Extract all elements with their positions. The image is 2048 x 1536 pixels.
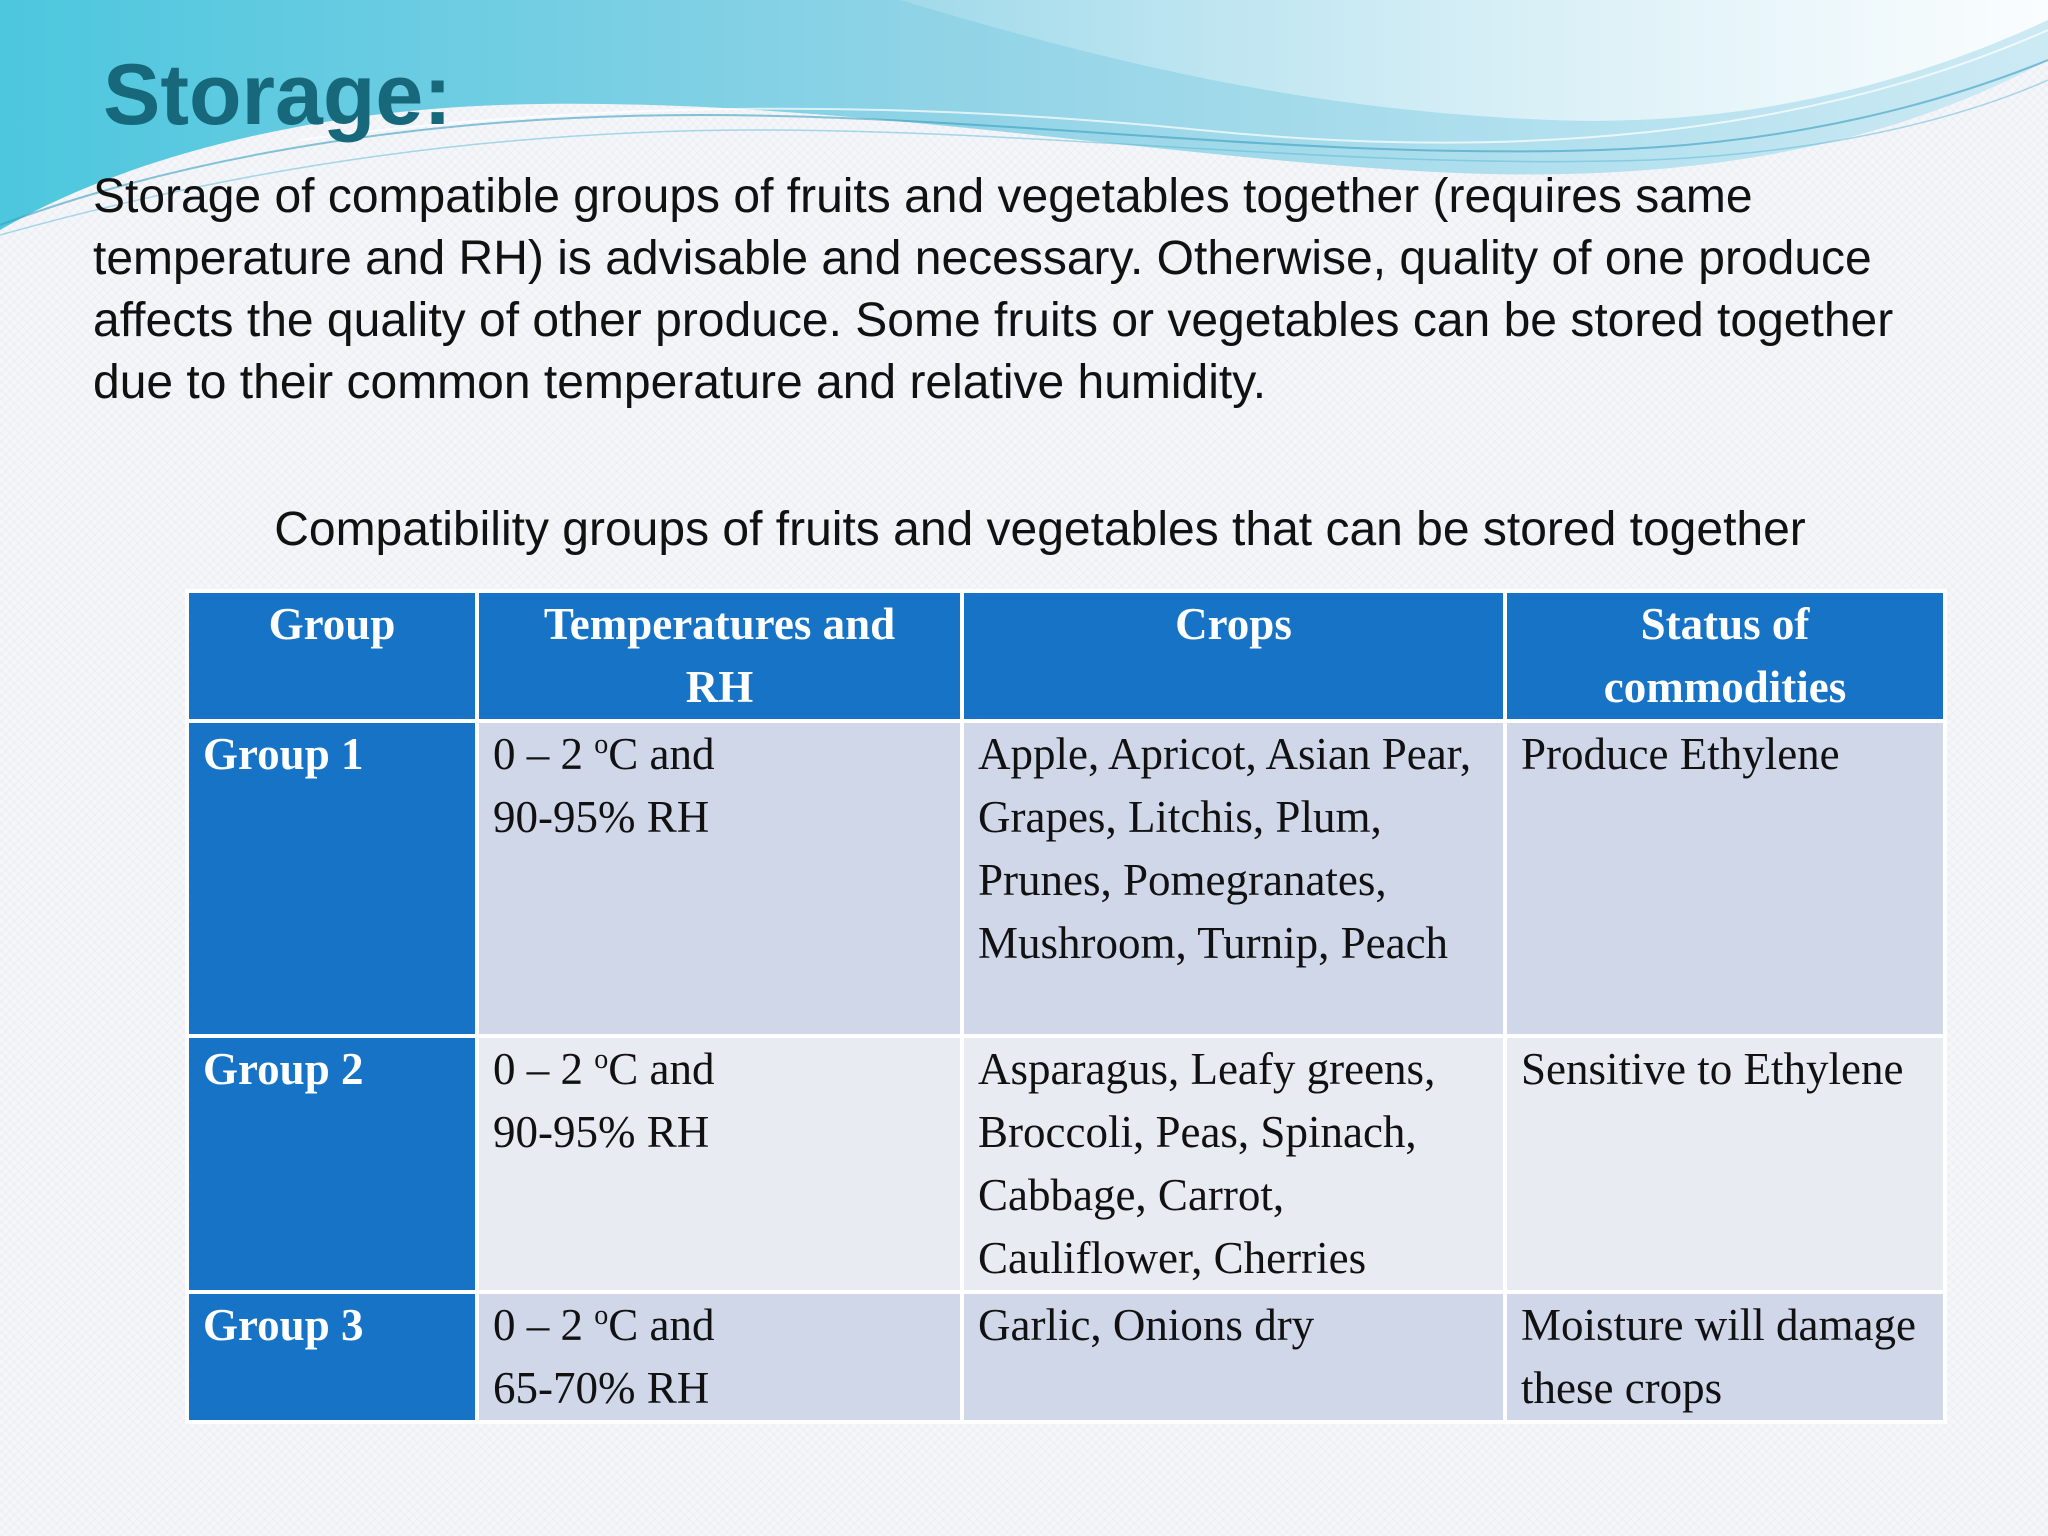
- compatibility-table: [185, 589, 1947, 1424]
- rh-value: 90-95% RH: [493, 792, 710, 842]
- temperature-cell: [477, 1292, 962, 1422]
- table-caption: Compatibility groups of fruits and vegetables that can be stored together: [274, 503, 1806, 556]
- header-group: Group: [187, 591, 477, 721]
- table-header-row: [187, 591, 1945, 721]
- header-temperature-line2: RH: [685, 662, 754, 712]
- table-row: [187, 1292, 1945, 1422]
- header-status-line2: commodities: [1603, 662, 1847, 712]
- temperature-cell: [477, 721, 962, 1036]
- crops-cell: Apple, Apricot, Asian Pear, Grapes, Litchis, Plum, Prunes, Pomegranates, Mushroom, Turnip, Peach: [962, 721, 1505, 1036]
- header-temperature-line1: Temperatures and: [543, 599, 896, 649]
- temperature-cell: [477, 1036, 962, 1292]
- header-temperature: [477, 591, 962, 721]
- temperature-value: 0 – 2 $^o$C and: [493, 1044, 715, 1094]
- crops-cell: Asparagus, Leafy greens, Broccoli, Peas, Spinach, Cabbage, Carrot, Cauliflower, Cherries: [962, 1036, 1505, 1292]
- temperature-value: 0 – 2 $^o$C and: [493, 729, 715, 779]
- group-cell: Group 2: [187, 1036, 477, 1292]
- group-cell: Group 3: [187, 1292, 477, 1422]
- status-cell: Produce Ethylene: [1505, 721, 1945, 1036]
- header-status: [1505, 591, 1945, 721]
- crops-cell: Garlic, Onions dry: [962, 1292, 1505, 1422]
- group-cell: Group 1: [187, 721, 477, 1036]
- header-status-line1: Status of: [1640, 599, 1810, 649]
- table-row: [187, 721, 1945, 1036]
- page-title: Storage:: [103, 47, 452, 143]
- intro-paragraph: Storage of compatible groups of fruits and vegetables together (requires same temperature and RH) is advisable and necessary. Otherwise, quality of one produce affects the quality of other produce. Some fruits or vegetables can be stored together due to their common temperature and relative humidity.: [93, 170, 1894, 409]
- temperature-value: 0 – 2 $^o$C and: [493, 1300, 715, 1350]
- header-crops: Crops: [962, 591, 1505, 721]
- status-cell: Moisture will damage these crops: [1505, 1292, 1945, 1422]
- status-cell: Sensitive to Ethylene: [1505, 1036, 1945, 1292]
- rh-value: 65-70% RH: [493, 1363, 710, 1413]
- rh-value: 90-95% RH: [493, 1107, 710, 1157]
- table-row: [187, 1036, 1945, 1292]
